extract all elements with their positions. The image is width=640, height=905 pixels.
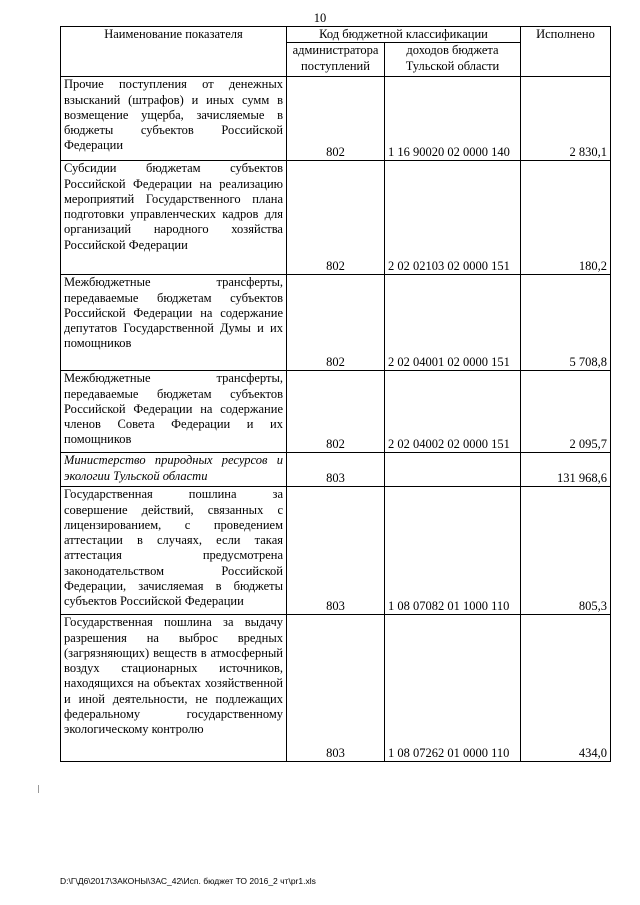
row-income-code: 2 02 04001 02 0000 151 <box>385 275 521 371</box>
table-row <box>61 615 611 762</box>
table-row <box>61 275 611 371</box>
table-row <box>61 77 611 161</box>
table-row <box>61 453 611 487</box>
page-number: 10 <box>313 11 327 25</box>
row-income-code: 1 08 07082 01 1000 110 <box>385 487 521 615</box>
row-admin-code: 803 <box>287 487 385 615</box>
row-admin-code: 803 <box>287 453 385 487</box>
row-executed: 131 968,6 <box>521 453 611 487</box>
row-admin-code: 802 <box>287 77 385 161</box>
row-admin-code: 802 <box>287 275 385 371</box>
budget-table <box>60 26 611 762</box>
row-name: Межбюджетные трансферты, передаваемые бюджетам субъектов Российской Федерации на содержание членов Совета Федерации и их помощников <box>61 371 287 453</box>
row-income-code: 2 02 04002 02 0000 151 <box>385 371 521 453</box>
header-classification: Код бюджетной классификации <box>287 27 521 43</box>
row-name: Субсидии бюджетам субъектов Российской Федерации на реализацию мероприятий Государственного плана подготовки управленческих кадров для организаций народного хозяйства Российской Федерации <box>61 161 287 275</box>
row-executed: 805,3 <box>521 487 611 615</box>
header-admin: администратора поступлений <box>287 43 385 77</box>
row-name: Прочие поступления от денежных взысканий (штрафов) и иных сумм в возмещение ущерба, зачисляемые в бюджеты субъектов Российской Федерации <box>61 77 287 161</box>
row-name: Государственная пошлина за выдачу разрешения на выброс вредных (загрязняющих) веществ в атмосферный воздух стационарных источников, находящихся на объектах хозяйственной и иной деятельности, не подлежащих федеральному государственному экологическому контролю <box>61 615 287 762</box>
header-income: доходов бюджета Тульской области <box>385 43 521 77</box>
table-row <box>61 371 611 453</box>
row-admin-code: 803 <box>287 615 385 762</box>
row-income-code: 1 08 07262 01 0000 110 <box>385 615 521 762</box>
row-admin-code: 802 <box>287 161 385 275</box>
row-name: Государственная пошлина за совершение действий, связанных с лицензированием, с проведением аттестации в случаях, если такая аттестация предусмотрена законодательством Российской Федерации, зачисляемая в бюджеты субъектов Российской Федерации <box>61 487 287 615</box>
file-path-footer: D:\Г\Д6\2017\ЗАКОНЫ\ЗАС_42\Исп. бюджет ТО 2016_2 чт\pr1.xls <box>60 876 316 886</box>
row-name: Межбюджетные трансферты, передаваемые бюджетам субъектов Российской Федерации на содержание депутатов Государственной Думы и их помощников <box>61 275 287 371</box>
row-executed: 2 095,7 <box>521 371 611 453</box>
row-executed: 180,2 <box>521 161 611 275</box>
row-name: Министерство природных ресурсов и экологии Тульской области <box>61 453 287 487</box>
row-executed: 2 830,1 <box>521 77 611 161</box>
row-executed: 5 708,8 <box>521 275 611 371</box>
row-executed: 434,0 <box>521 615 611 762</box>
table-row <box>61 487 611 615</box>
table-body <box>61 77 611 762</box>
header-name: Наименование показателя <box>61 27 287 77</box>
row-income-code: 2 02 02103 02 0000 151 <box>385 161 521 275</box>
row-income-code: 1 16 90020 02 0000 140 <box>385 77 521 161</box>
header-executed: Исполнено <box>521 27 611 77</box>
row-admin-code: 802 <box>287 371 385 453</box>
row-income-code <box>385 453 521 487</box>
table-row <box>61 161 611 275</box>
margin-mark <box>38 785 39 793</box>
